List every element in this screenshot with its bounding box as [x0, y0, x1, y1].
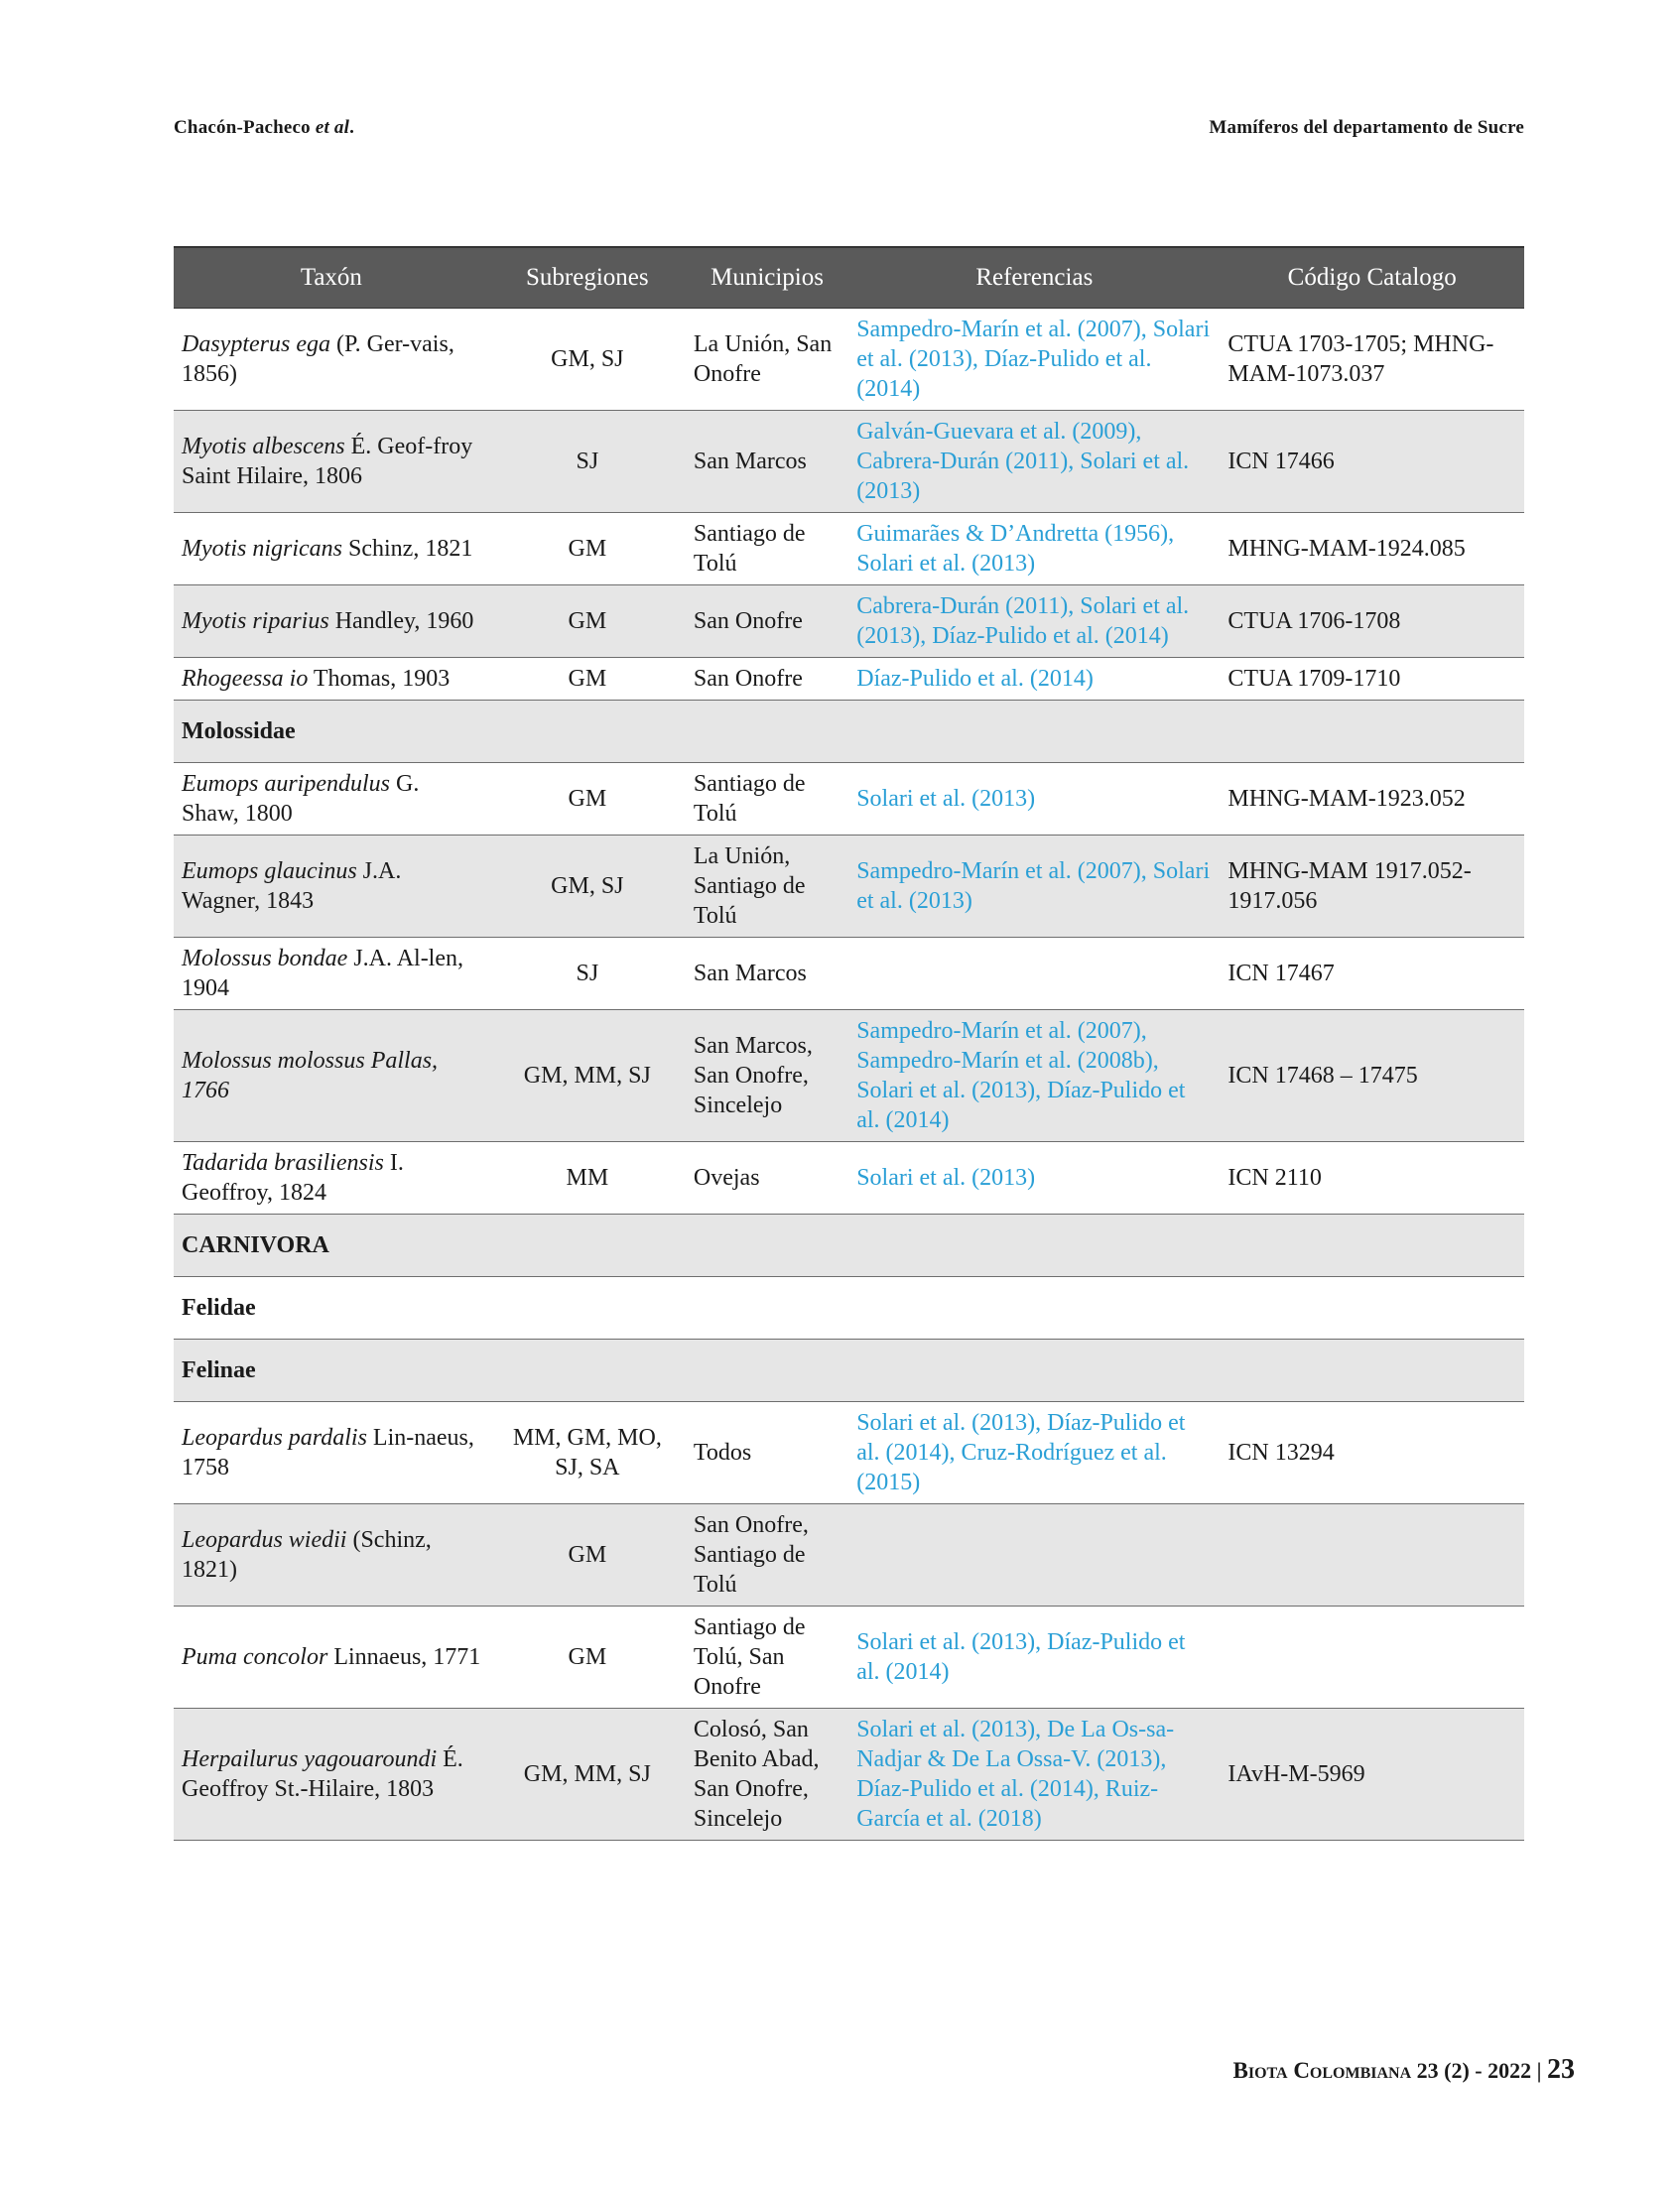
subregion-cell: GM, MM, SJ: [489, 1010, 686, 1142]
species-authority: Lin-naeus, 1758: [182, 1425, 474, 1480]
municipality-cell: La Unión, Santiago de Tolú: [686, 836, 848, 938]
table-row: [174, 836, 1524, 938]
municipality-cell: Ovejas: [686, 1142, 848, 1215]
reference-link[interactable]: Solari et al. (2013): [848, 1142, 1220, 1215]
reference-link[interactable]: Sampedro-Marín et al. (2007), Solari et al. (2013): [848, 836, 1220, 938]
municipality-cell: Todos: [686, 1402, 848, 1504]
catalog-code-cell: IAvH-M-5969: [1220, 1709, 1524, 1841]
reference-link[interactable]: Solari et al. (2013), Díaz-Pulido et al. (2014), Cruz-Rodríguez et al. (2015): [848, 1402, 1220, 1504]
reference-link[interactable]: Solari et al. (2013), De La Os-sa-Nadjar & De La Ossa-V. (2013), Díaz-Pulido et al. (2014), Ruiz-García et al. (2018): [848, 1709, 1220, 1841]
subregion-cell: SJ: [489, 411, 686, 513]
species-authority: (Schinz, 1821): [182, 1527, 432, 1583]
catalog-code-cell: MHNG-MAM 1917.052-1917.056: [1220, 836, 1524, 938]
taxon-cell: [174, 585, 489, 658]
municipality-cell: La Unión, San Onofre: [686, 309, 848, 411]
catalog-code-cell: ICN 17466: [1220, 411, 1524, 513]
subregion-cell: GM: [489, 585, 686, 658]
table-row: [174, 309, 1524, 411]
species-name: Eumops auripendulus: [182, 771, 390, 797]
taxon-cell: [174, 1709, 489, 1841]
species-authority: G. Shaw, 1800: [182, 771, 420, 827]
reference-link[interactable]: [848, 1504, 1220, 1607]
catalog-code-cell: CTUA 1709-1710: [1220, 658, 1524, 701]
catalog-code-cell: MHNG-MAM-1924.085: [1220, 513, 1524, 585]
municipality-cell: San Marcos, San Onofre, Sincelejo: [686, 1010, 848, 1142]
taxon-cell: [174, 1607, 489, 1709]
species-name: Tadarida brasiliensis: [182, 1150, 384, 1176]
group-row-felidae: [174, 1277, 1524, 1340]
subregion-cell: GM: [489, 1504, 686, 1607]
subfamily-heading: Felinae: [174, 1340, 1524, 1402]
footer-separator: |: [1536, 2058, 1542, 2083]
municipality-cell: San Marcos: [686, 411, 848, 513]
municipality-cell: San Marcos: [686, 938, 848, 1010]
catalog-code-cell: CTUA 1703-1705; MHNG-MAM-1073.037: [1220, 309, 1524, 411]
species-name: Leopardus pardalis: [182, 1425, 367, 1451]
catalog-code-cell: ICN 17468 – 17475: [1220, 1010, 1524, 1142]
table-row: [174, 1402, 1524, 1504]
group-row-molossidae: [174, 701, 1524, 763]
page-number: 23: [1547, 2054, 1575, 2085]
reference-link[interactable]: Solari et al. (2013), Díaz-Pulido et al. (2014): [848, 1607, 1220, 1709]
species-name: Dasypterus ega: [182, 331, 330, 357]
municipality-cell: Santiago de Tolú: [686, 513, 848, 585]
subregion-cell: MM: [489, 1142, 686, 1215]
species-authority: (P. Ger-vais, 1856): [182, 331, 454, 387]
table-row: [174, 658, 1524, 701]
et-al: et al: [315, 117, 350, 138]
reference-link[interactable]: Sampedro-Marín et al. (2007), Sampedro-Marín et al. (2008b), Solari et al. (2013), Díaz-Pulido et al. (2014): [848, 1010, 1220, 1142]
species-name: Myotis albescens: [182, 434, 345, 459]
municipality-cell: Santiago de Tolú, San Onofre: [686, 1607, 848, 1709]
table-header-row: [174, 247, 1524, 309]
reference-link[interactable]: [848, 938, 1220, 1010]
table-row: [174, 938, 1524, 1010]
reference-link[interactable]: Galván-Guevara et al. (2009), Cabrera-Durán (2011), Solari et al. (2013): [848, 411, 1220, 513]
subregion-cell: GM: [489, 1607, 686, 1709]
taxon-cell: [174, 513, 489, 585]
species-name: Myotis riparius: [182, 608, 329, 634]
species-name: Rhogeessa io: [182, 666, 309, 692]
species-name: Myotis nigricans: [182, 536, 342, 562]
taxon-cell: [174, 763, 489, 836]
reference-link[interactable]: Solari et al. (2013): [848, 763, 1220, 836]
species-authority: Schinz, 1821: [342, 536, 473, 562]
subregion-cell: SJ: [489, 938, 686, 1010]
subregion-cell: GM, SJ: [489, 836, 686, 938]
column-header-taxon: Taxón: [174, 247, 489, 309]
column-header-subregions: Subregiones: [489, 247, 686, 309]
table-row: [174, 1142, 1524, 1215]
journal-volume: 23 (2) - 2022: [1416, 2058, 1532, 2083]
taxon-cell: [174, 1402, 489, 1504]
group-row-carnivora: [174, 1215, 1524, 1277]
taxon-cell: [174, 1504, 489, 1607]
table-row: [174, 1709, 1524, 1841]
municipality-cell: San Onofre: [686, 658, 848, 701]
group-row-felinae: [174, 1340, 1524, 1402]
municipality-cell: San Onofre: [686, 585, 848, 658]
catalog-code-cell: [1220, 1607, 1524, 1709]
catalog-code-cell: ICN 2110: [1220, 1142, 1524, 1215]
order-heading: CARNIVORA: [174, 1215, 1524, 1277]
catalog-code-cell: MHNG-MAM-1923.052: [1220, 763, 1524, 836]
table-row: [174, 513, 1524, 585]
species-authority: É. Geof-froy Saint Hilaire, 1806: [182, 434, 473, 489]
table-row: [174, 585, 1524, 658]
species-authority: J.A. Al-len, 1904: [182, 946, 464, 1001]
table-row: [174, 1010, 1524, 1142]
catalog-code-cell: CTUA 1706-1708: [1220, 585, 1524, 658]
reference-link[interactable]: Díaz-Pulido et al. (2014): [848, 658, 1220, 701]
municipality-cell: Santiago de Tolú: [686, 763, 848, 836]
reference-link[interactable]: Guimarães & D’Andretta (1956), Solari et al. (2013): [848, 513, 1220, 585]
table-row: [174, 1607, 1524, 1709]
taxon-cell: [174, 658, 489, 701]
municipality-cell: Colosó, San Benito Abad, San Onofre, Sincelejo: [686, 1709, 848, 1841]
species-authority: Thomas, 1903: [308, 666, 451, 692]
species-authority: Linnaeus, 1771: [327, 1644, 481, 1670]
reference-link[interactable]: Cabrera-Durán (2011), Solari et al. (2013), Díaz-Pulido et al. (2014): [848, 585, 1220, 658]
catalog-code-cell: ICN 13294: [1220, 1402, 1524, 1504]
species-authority: É. Geoffroy St.-Hilaire, 1803: [182, 1746, 463, 1802]
page-footer: [1233, 2054, 1575, 2086]
species-name: Molossus molossus Pallas, 1766: [182, 1048, 439, 1103]
subregion-cell: GM: [489, 763, 686, 836]
family-heading: Molossidae: [174, 701, 1524, 763]
table-row: [174, 1504, 1524, 1607]
species-name: Herpailurus yagouaroundi: [182, 1746, 438, 1772]
column-header-municipalities: Municipios: [686, 247, 848, 309]
subregion-cell: GM, MM, SJ: [489, 1709, 686, 1841]
taxon-cell: [174, 836, 489, 938]
taxon-cell: [174, 1142, 489, 1215]
subregion-cell: GM: [489, 658, 686, 701]
municipality-cell: San Onofre, Santiago de Tolú: [686, 1504, 848, 1607]
taxon-cell: [174, 309, 489, 411]
running-header-title: Mamíferos del departamento de Sucre: [1209, 117, 1524, 138]
subregion-cell: GM, SJ: [489, 309, 686, 411]
taxon-cell: [174, 1010, 489, 1142]
column-header-references: Referencias: [848, 247, 1220, 309]
taxon-cell: [174, 938, 489, 1010]
subregion-cell: GM: [489, 513, 686, 585]
catalog-code-cell: [1220, 1504, 1524, 1607]
subregion-cell: MM, GM, MO, SJ, SA: [489, 1402, 686, 1504]
species-authority: Handley, 1960: [328, 608, 474, 634]
table-row: [174, 411, 1524, 513]
journal-name: Biota Colombiana: [1232, 2058, 1412, 2083]
species-name: Leopardus wiedii: [182, 1527, 347, 1553]
catalog-code-cell: ICN 17467: [1220, 938, 1524, 1010]
reference-link[interactable]: Sampedro-Marín et al. (2007), Solari et al. (2013), Díaz-Pulido et al. (2014): [848, 309, 1220, 411]
table-row: [174, 763, 1524, 836]
column-header-catalog-code: Código Catalogo: [1220, 247, 1524, 309]
running-header-authors: Chacón-Pacheco et al.: [174, 117, 355, 138]
species-authority: I. Geoffroy, 1824: [182, 1150, 404, 1206]
species-name: Puma concolor: [182, 1644, 328, 1670]
taxon-cell: [174, 411, 489, 513]
species-authority: J.A. Wagner, 1843: [182, 858, 402, 914]
species-name: Eumops glaucinus: [182, 858, 357, 884]
species-name: Molossus bondae: [182, 946, 348, 971]
family-heading: Felidae: [174, 1277, 1524, 1340]
species-table: [174, 246, 1524, 1841]
